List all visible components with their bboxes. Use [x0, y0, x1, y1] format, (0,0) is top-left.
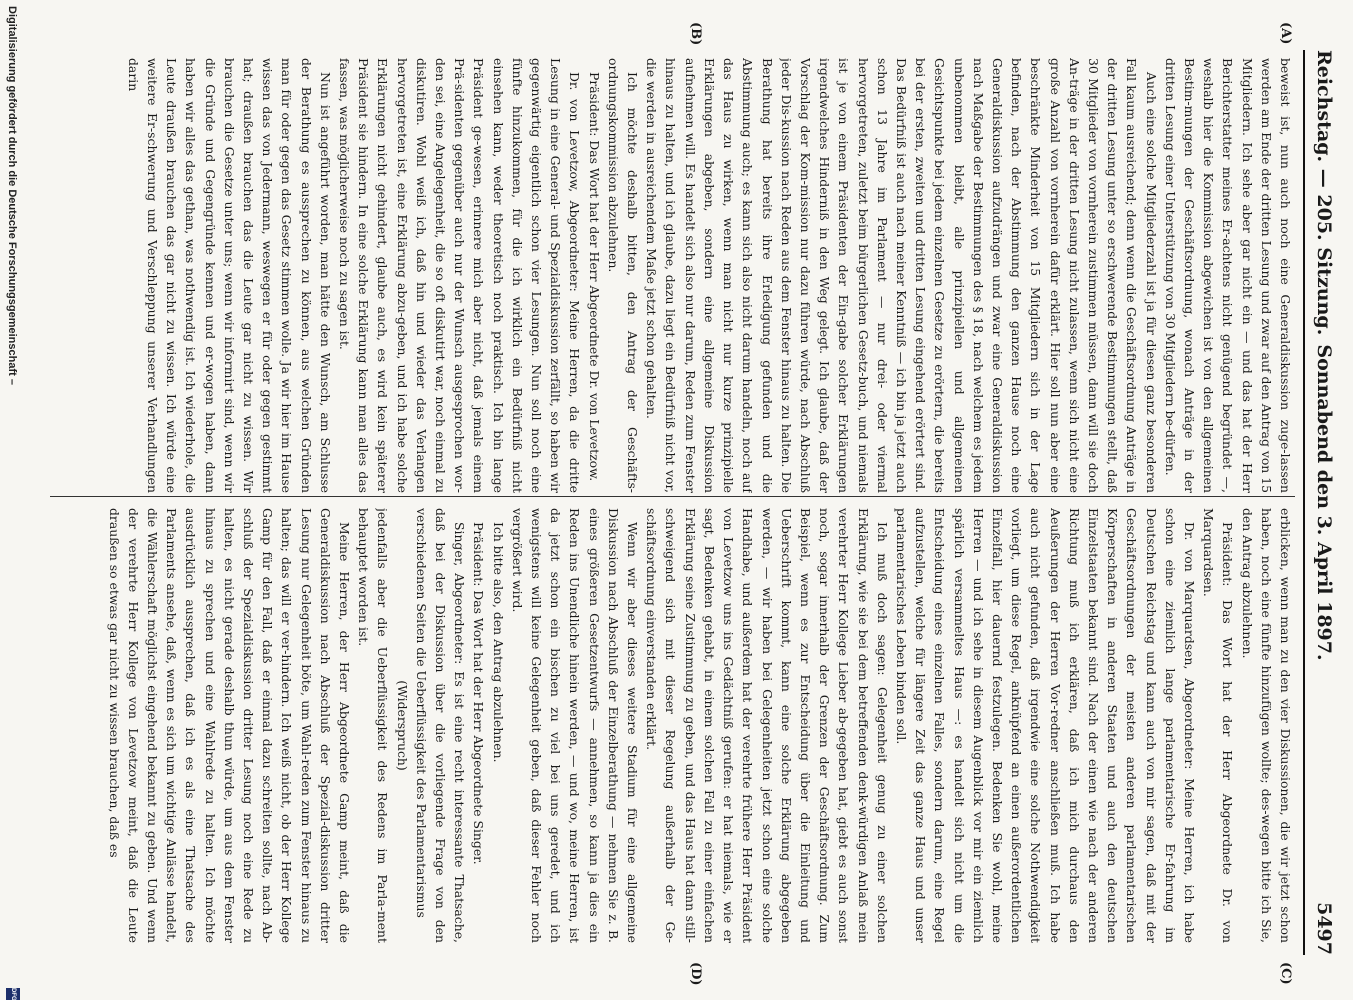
left-column — [50, 58, 1295, 493]
right-column — [50, 508, 1295, 943]
margin-marker-a: (A) — [1278, 22, 1293, 45]
speaker-announcement: Präsident: Das Wort hat der Herr Abgeordnete Dr. von Levetzow. — [586, 72, 602, 482]
header-title: Reichstag. — 205. Sitzung. — [1313, 50, 1335, 336]
margin-marker-d: (D) — [688, 962, 703, 986]
paragraph: Ich bitte also, den Antrag abzulehnen. — [490, 522, 506, 763]
footer-text: Digitalisierung gefördert durch die Deutsche Forschungsgemeinschaft – — [6, 6, 18, 385]
page-header — [1309, 50, 1335, 955]
paragraph: Ich möchte deshalb bitten, den Antrag der Geschäfts-ordnungskommission abzulehnen. — [605, 58, 641, 493]
speaker-announcement: Präsident: Das Wort hat der Herr Abgeordnete Singer. — [471, 522, 487, 865]
column-divider — [50, 496, 1295, 497]
paragraph: Nun ist angeführt worden, man hätte den Wunsch, am Schlusse der Berathung es aussprechen zu können, aus welchen Gründen man für oder gegen das Gesetz stimmen wolle. Ja wir hier im Hause wissen das von Jedermann, weswegen er für oder gegen gestimmt hat; draußen brauchen das die Leute gar nicht zu wissen. Wir brauchen die Gesetze unter uns; wenn wir informirt sind, wenn wir die Gründe und Gegengründe kennen und er-wogen haben, dann haben wir alles das gethan, was nothwendig ist. Ich wiederhole, die Leute draußen brauchen das gar nicht zu wissen. Ich würde eine weitere Er-schwerung und Verschleppung unserer Verhandlungen darin — [125, 58, 333, 493]
paragraph: jedenfalls aber die Ueberflüssigkeit des Redens im Parla-ment behauptet worden ist. — [356, 508, 391, 943]
paragraph: erblicken, wenn man zu den vier Diskussionen, die wir jetzt schon haben, noch eine fünfte hinzufügen wollte; des-wegen bitte ich Sie, den Antrag abzulehnen. — [1239, 508, 1293, 943]
page-number: 5497 — [1313, 902, 1335, 955]
paragraph: Meine Herren, der Herr Abgeordnete Gamp meint, daß die Generaldiskussion nach Abschluß der Spezial-diskussion dritter Lesung nur Gelegenheit böte, um Wahl-reden zum Fenster hinaus zu halten; das will er ver-hindern. Ich weiß nicht, ob der Herr Kollege Gamp für den Fall, daß er einmal dazu schreiten sollte, nach Ab-schluß der Spezialdiskussion dritter Lesung noch eine Rede zu halten, es nicht gerade deshalb thun würde, um aus dem Fenster hinaus zu sprechen und eine Wahlrede zu halten. Ich möchte ausdrücklich aussprechen, daß ich es als eine Thatsache des Parlaments ansehe, daß, wenn es sich um wichtige Anlässe handelt, die Wählerschaft möglichst eingehend bekannt zu geben. Und wenn der verehrte Herr Kollege von Levetzow meint, daß die Leute draußen so etwas gar nicht zu wissen brauchen, daß es — [106, 508, 353, 943]
dfg-logo: DFG — [6, 988, 20, 1000]
paragraph: Wenn wir aber dieses weitere Stadium für eine allgemeine Diskussion nach Abschluß der Einzelberathung — nehmen Sie z. B. eines größeren Gesetzentwurfs — annehmen, so kann ja dies ein Reden ins Unendliche hinein werden, — und wo, meine Herren, ist da jetzt schon ein bischen zu viel bei uns geredet, und ich wenigstens will keine Gelegenheit geben, daß dieser Fehler noch vergrößert wird. — [509, 508, 641, 943]
margin-marker-c: (C) — [1278, 962, 1293, 985]
header-rule — [1303, 50, 1305, 955]
interjection: (Widerspruch) — [394, 680, 410, 771]
paragraph: Ich muß doch sagen: Gelegenheit genug zu einer solchen Erklärung, wie sie bei dem betreffenden denk-würdigen Anlaß mein verehrter Herr Kollege Lieber ab-gegeben hat, giebt es auch sonst noch, sogar innerhalb der Grenzen der Geschäftsordnung. Zum Beispiel, wenn es zur Entscheidung über die Einleitung und Ueberschrift kommt, kann eine solche Erklärung abgegeben werden, — wir haben bei Gelegenheiten jetzt schon eine solche Handhabe, und außerdem hat der verehrte frühere Herr Präsident von Levetzow uns ins Gedächtniß gerufen: er hat niemals, wie er sagt, Bedenken gehabt, in einem solchen Fall zu einer einfachen Erklärung seine Zustimmung zu geben, und das Haus hat dann still-schweigend sich mit dieser Regelung außerhalb der Ge-schäftsordnung einverstanden erklärt. — [644, 508, 890, 943]
header-date: Sonnabend den 3. April 1897. — [1313, 344, 1335, 661]
speaker-announcement: Präsident: Das Wort hat der Herr Abgeordnete Dr. von Marquardsen. — [1201, 508, 1236, 943]
paragraph: Dr. von Marquardsen, Abgeordneter: Meine Herren, ich habe schon eine ziemlich lange parlamentarische Er-fahrung im Deutschen Reichstag und kann auch von mir sagen, daß mit der Geschäftsordnungen der meisten anderen parlamentarischen Körperschaften in anderen Staaten und auch den deutschen Einzelstaaten bekannt sind. Nach der einen wie nach der anderen Richtung muß ich erklären, daß ich mich durchaus den Aeußerungen der Herren Vor-redner anschließen muß. Ich habe auch nicht gefunden, daß irgendwie eine solche Nothwendigkeit vorliegt, um diese Regel, anknüpfend an einen außerordentlichen Einzelfall, hier dauernd festzulegen. Bedenken Sie wohl, meine Herren — und ich sehe in diesem Augenblick vor mir ein ziemlich spärlich versammeltes Haus —: es handelt sich nicht um die Entscheidung eines einzelnen Falles, sondern darum, eine Regel aufzustellen, welche für längere Zeit das ganze Haus und unser parlamentarisches Leben binden soll. — [893, 508, 1197, 943]
margin-marker-b: (B) — [688, 22, 703, 46]
paragraph: Auch eine solche Mitgliederzahl ist ja für diesen ganz besonderen Fall kaum ausreichend; denn wenn die Geschäftsordnung Anträge in der dritten Lesung unter so erschwerende Bestimmungen stellt, daß 30 Mitglieder von vornherein zustimmen müssen, dann will sie doch An-träge in der dritten Lesung nicht zulassen, wenn sich nicht eine große Anzahl von vornherein dafür erklärt. Hier soll nun aber eine beschränkte Minderheit von 15 Mitgliedern sich in der Lage befinden, nach der Abstimmung den ganzen Hause noch eine Generaldiskussion aufzudrängen und zwar eine Generaldiskussion nach Maßgabe der Bestimmungen des § 18, nach welchem es jedem unbenommen bleibt, alle prinzipiellen und allgemeinen Gesichtspunkte bei jedem einzelnen Gesetze zu erörtern, die bereits bei der ersten, zweiten und dritten Lesung eingehend erörtert sind. Das Bedürfniß ist auch nach meiner Kenntniß — ich bin ja jetzt auch schon 13 Jahre im Parlament — nur drei- oder viermal hervorgetreten, zuletzt beim bürgerlichen Gesetz-buch, und niemals ist je von einem Präsidenten der Ein-gabe solcher Erklärungen irgendwelches Hinderniß in den Weg gelegt. Ich glaube, daß der Vorschlag der Kom-mission nur dazu führen würde, nach Abschluß jeder Dis-kussion nach Reden aus dem Fenster hinaus zu halten. Die Berathung hat bereits ihre Erledigung gefunden und die Abstimmung auch; es kann sich also nicht darum handeln, noch auf das Haus zu wirken, wenn man nicht nur kurze prinzipielle Erklärungen abgeben, sondern eine allgemeine Diskussion aufnehmen will. Es handelt sich also nur darum, Reden zum Fenster hinaus zu halten, und ich glaube, dazu liegt ein Bedürfniß nicht vor, die werden in ausreichendem Maße jetzt schon gehalten. — [644, 58, 1159, 493]
paragraph: beweist ist, nun auch noch eine Generaldiskussion zuge-lassen werden am Ende der dritten Lesung und zwar auf den Antrag von 15 Mitgliedern. Ich sehe aber gar nicht ein — und das hat der Herr Berichterstatter meines Er-achtens nicht genügend begründet —, weshalb hier die Kommission abgewichen ist von den allgemeinen Bestim-mungen der Geschäftsordnung, wonach Anträge in der dritten Lesung einer Unterstützung von 30 Mitgliedern be-dürfen. — [1162, 58, 1293, 493]
paragraph: Singer, Abgeordneter: Es ist eine recht interessante Thatsache, daß bei der Diskussion über die vorliegende Frage von den verschiedenen Seiten die Ueberflüssigkeit des Parlamentarismus — [413, 508, 468, 943]
paragraph: Dr. von Levetzow, Abgeordneter: Meine Herren, da die dritte Lesung in eine General- und Spezialdiskussion zerfällt, so haben wir gegenwärtig eigentlich schon vier Lesungen. Nun soll noch eine fünfte hinzukommen, für die ich wirklich ein Bedürfniß nicht einsehen kann, weder theoretisch noch praktisch. Ich bin lange Präsident ge-wesen, erinnere mich aber nicht, daß jemals einem Prä-sidenten gegenüber auch nur der Wunsch ausgesprochen wor-den sei, eine Angelegenheit, die so oft diskutirt war, noch einmal zu diskutiren. Wohl weiß ich, daß hin und wieder das Verlangen hervorgetreten ist, eine Erklärung abzu-geben, und ich habe solche Erklärungen nicht gehindert, glaube auch, es wird kein späterer Präsident sie hindern. In eine solche Erklärung kann man alles das fassen, was möglicherweise noch zu sagen ist. — [337, 58, 583, 493]
